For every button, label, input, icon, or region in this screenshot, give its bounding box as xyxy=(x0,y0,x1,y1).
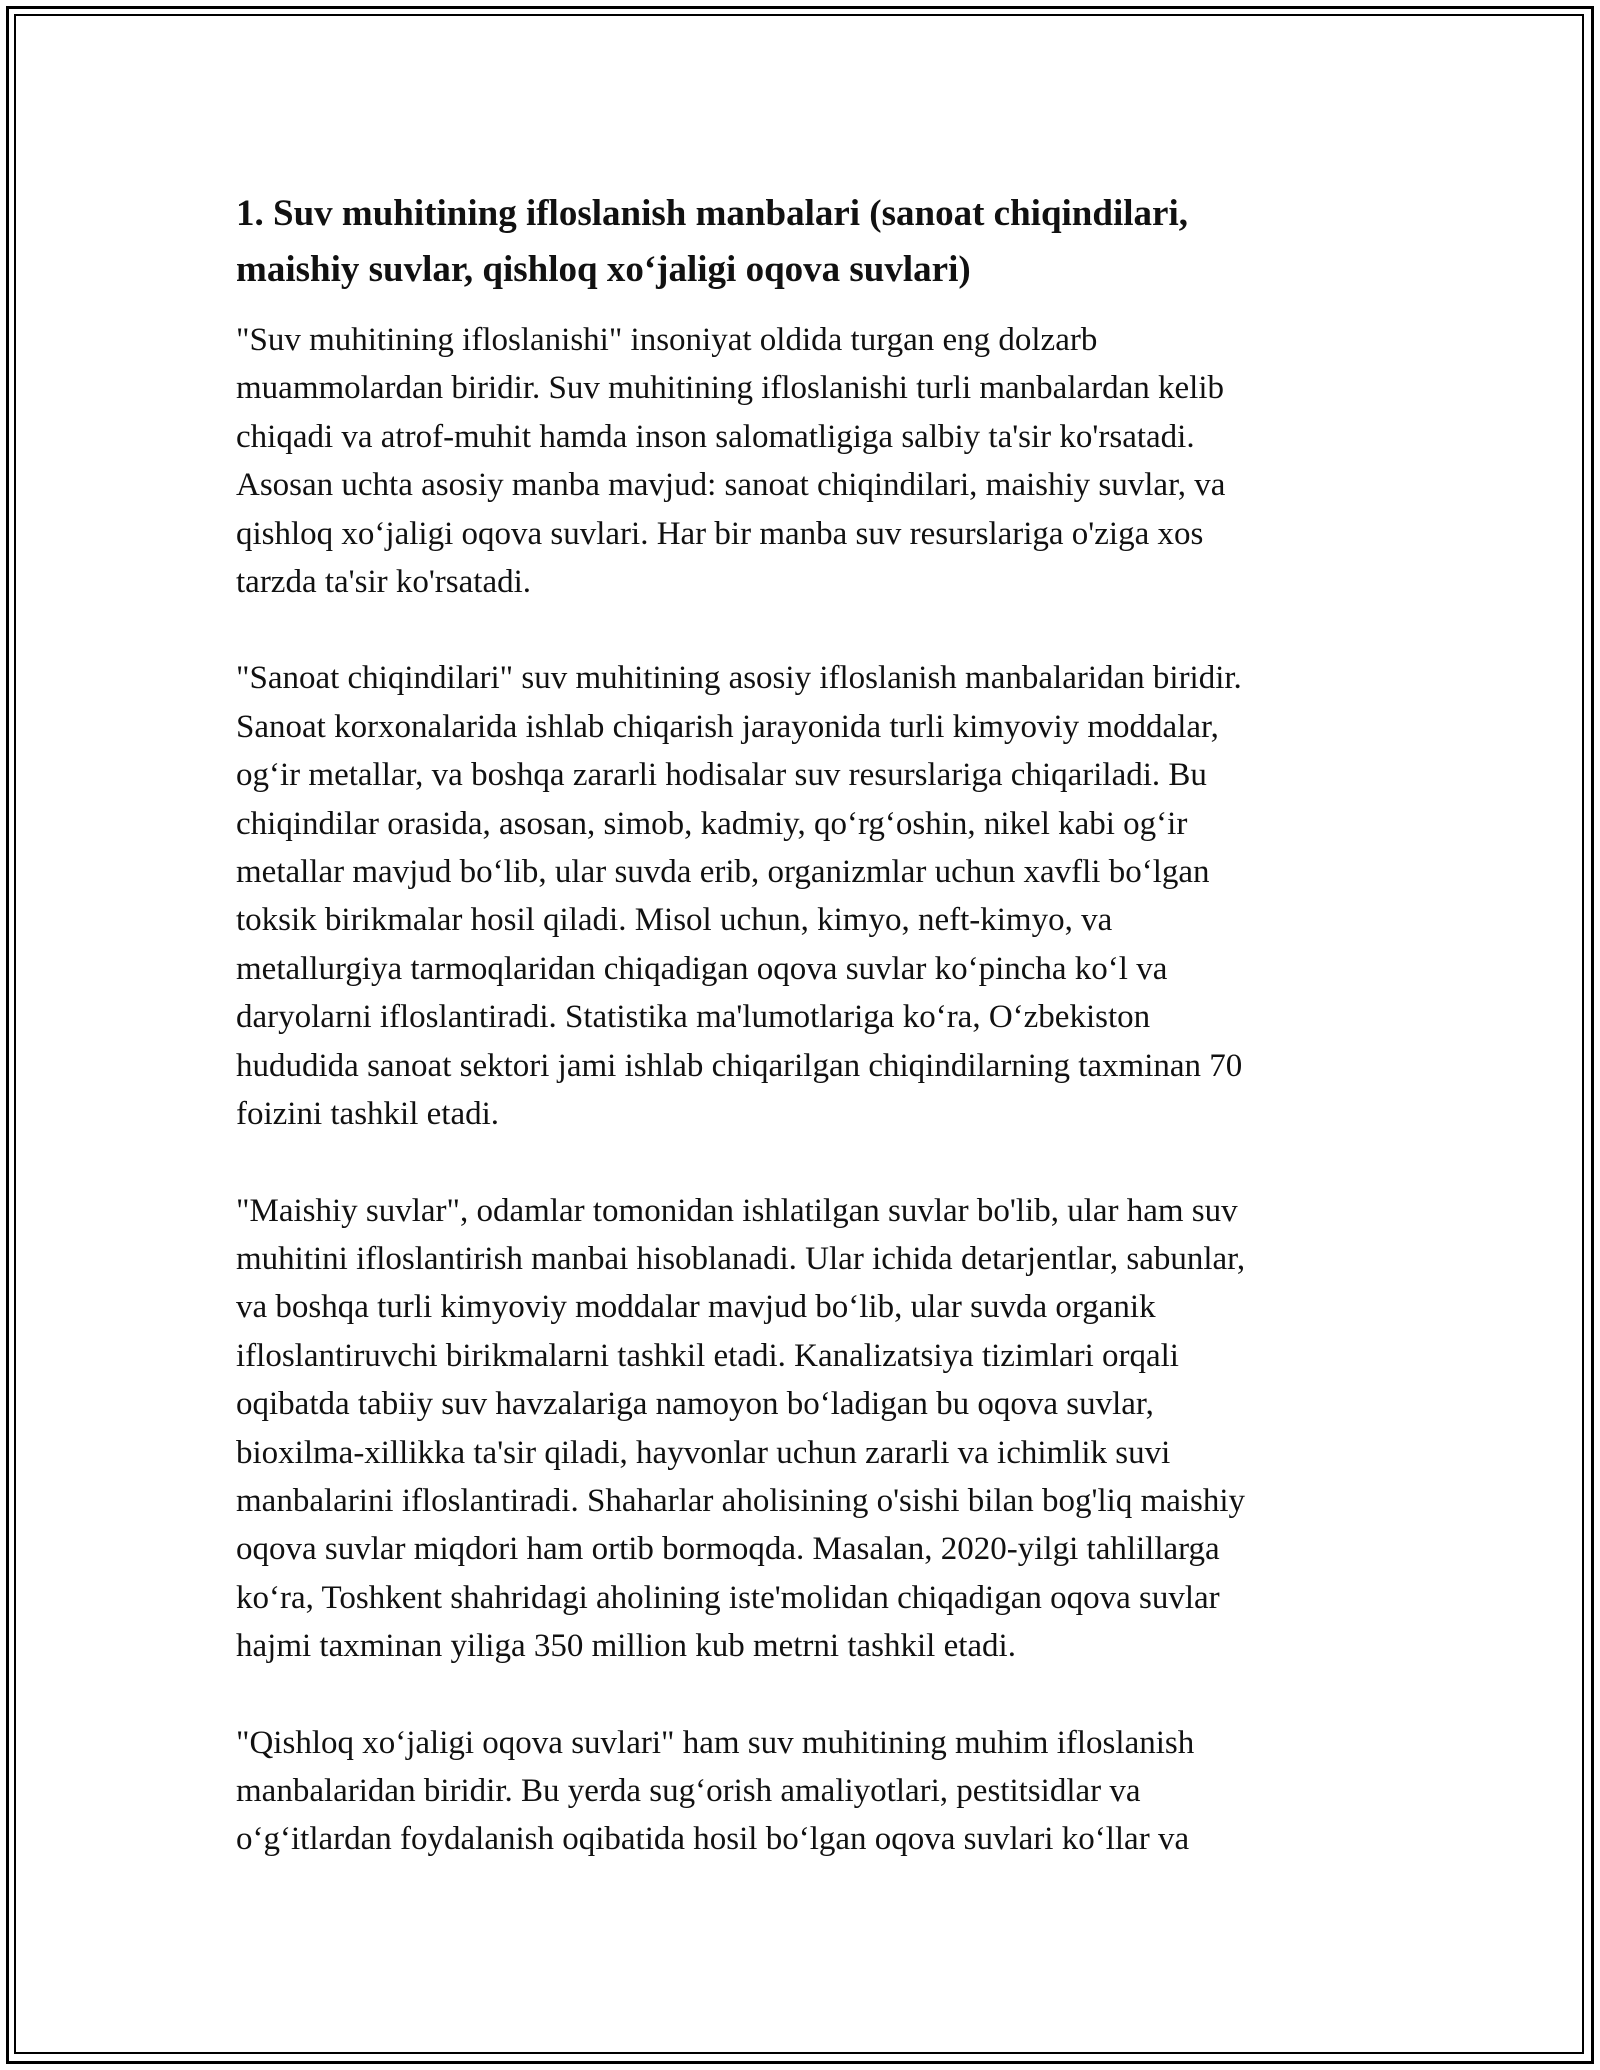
text-line: "Maishiy suvlar", odamlar tomonidan ishlatilgan suvlar bo'lib, ular ham suv xyxy=(236,1192,1238,1229)
text-line: manbalaridan biridir. Bu yerda sug‘orish amaliyotlari, pestitsidlar va xyxy=(236,1772,1141,1809)
text-line: metallar mavjud bo‘lib, ular suvda erib, organizmlar uchun xavfli bo‘lgan xyxy=(236,854,1210,891)
text-line: foizini tashkil etadi. xyxy=(236,1096,500,1133)
text-line: metallurgiya tarmoqlaridan chiqadigan oqova suvlar ko‘pincha ko‘l va xyxy=(236,950,1168,987)
text-line: muhitini ifloslantirish manbai hisoblanadi. Ular ichida detarjentlar, sabunlar, xyxy=(236,1240,1246,1277)
text-line: bioxilma-xillikka ta'sir qiladi, hayvonlar uchun zararli va ichimlik suvi xyxy=(236,1434,1171,1471)
text-line: qishloq xo‘jaligi oqova suvlari. Har bir manba suv resurslariga o'ziga xos xyxy=(236,515,1204,552)
text-line: va boshqa turli kimyoviy moddalar mavjud bo‘lib, ular suvda organik xyxy=(236,1289,1156,1326)
paragraph-intro xyxy=(236,316,1376,606)
text-line: hajmi taxminan yiliga 350 million kub metrni tashkil etadi. xyxy=(236,1628,1016,1665)
paragraph-industrial-waste xyxy=(236,654,1376,1138)
text-line: oqova suvlar miqdori ham ortib bormoqda. Masalan, 2020-yilgi tahlillarga xyxy=(236,1531,1220,1568)
text-line: o‘g‘itlardan foydalanish oqibatida hosil bo‘lgan oqova suvlari ko‘llar va xyxy=(236,1821,1190,1858)
section-heading xyxy=(236,186,1376,298)
text-line: Sanoat korxonalarida ishlab chiqarish jarayonida turli kimyoviy moddalar, xyxy=(236,708,1219,745)
paragraph-agricultural-runoff xyxy=(236,1719,1376,1864)
text-line: "Sanoat chiqindilari" suv muhitining asosiy ifloslanish manbalaridan biridir. xyxy=(236,660,1242,697)
paragraph-domestic-water xyxy=(236,1187,1376,1671)
text-line: "Qishloq xo‘jaligi oqova suvlari" ham suv muhitining muhim ifloslanish xyxy=(236,1724,1195,1761)
heading-line: 1. Suv muhitining ifloslanish manbalari (sanoat chiqindilari, xyxy=(236,193,1188,234)
text-line: daryolarni ifloslantiradi. Statistika ma'lumotlariga ko‘ra, O‘zbekiston xyxy=(236,999,1151,1036)
text-line: ifloslantiruvchi birikmalarni tashkil etadi. Kanalizatsiya tizimlari orqali xyxy=(236,1337,1179,1374)
text-line: Asosan uchta asosiy manba mavjud: sanoat chiqindilari, maishiy suvlar, va xyxy=(236,467,1226,504)
text-line: ko‘ra, Toshkent shahridagi aholining iste'molidan chiqadigan oqova suvlar xyxy=(236,1579,1220,1616)
text-line: toksik birikmalar hosil qiladi. Misol uchun, kimyo, neft-kimyo, va xyxy=(236,902,1113,939)
text-line: "Suv muhitining ifloslanishi" insoniyat oldida turgan eng dolzarb xyxy=(236,322,1098,358)
text-line: hududida sanoat sektori jami ishlab chiqarilgan chiqindilarning taxminan 70 xyxy=(236,1047,1243,1084)
text-line: oqibatda tabiiy suv havzalariga namoyon bo‘ladigan bu oqova suvlar, xyxy=(236,1386,1154,1423)
document-body xyxy=(236,186,1376,1912)
text-line: tarzda ta'sir ko'rsatadi. xyxy=(236,564,532,601)
text-line: muammolardan biridir. Suv muhitining ifloslanishi turli manbalardan kelib xyxy=(236,370,1225,407)
heading-line: maishiy suvlar, qishloq xo‘jaligi oqova suvlari) xyxy=(236,249,971,290)
text-line: chiqindilar orasida, asosan, simob, kadmiy, qo‘rg‘oshin, nikel kabi og‘ir xyxy=(236,805,1188,842)
text-line: manbalarini ifloslantiradi. Shaharlar aholisining o'sishi bilan bog'liq maishiy xyxy=(236,1482,1246,1519)
text-line: chiqadi va atrof-muhit hamda inson salomatligiga salbiy ta'sir ko'rsatadi. xyxy=(236,418,1195,455)
text-line: og‘ir metallar, va boshqa zararli hodisalar suv resurslariga chiqariladi. Bu xyxy=(236,757,1207,794)
